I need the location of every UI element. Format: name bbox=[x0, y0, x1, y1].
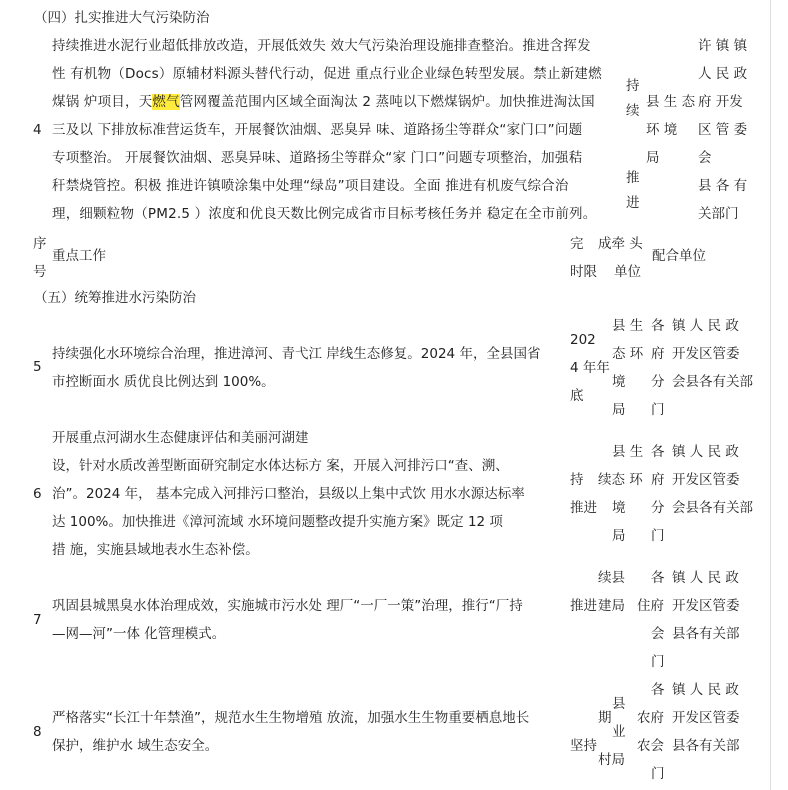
row-5-lead-unit bbox=[612, 312, 643, 424]
content-text: 管网覆盖范围内区域全面淘汰 2 蒸吨以下燃煤锅炉。加快推进淘汰国 bbox=[179, 94, 595, 110]
row-7-lead-unit-2 bbox=[637, 564, 665, 676]
header-deadline-line: 时限 bbox=[570, 264, 597, 280]
content-line: 持续推进水泥行业超低排放改造，开展低效失 效大气污染治理设施排查整治。推进含挥发 bbox=[52, 38, 591, 54]
coord-line: 会县各有关部 bbox=[672, 500, 753, 516]
header-seq bbox=[33, 230, 47, 286]
coord-line: 开发区管委 bbox=[672, 598, 740, 614]
lead-line: 县 生 态 bbox=[646, 94, 696, 110]
content-line: 理，细颗粒物（PM2.5 ）浓度和优良天数比例完成省市目标考核任务并 稳定在全市前列。 bbox=[52, 206, 597, 222]
deadline-line: 持 bbox=[570, 472, 584, 488]
coord-line: 府 开发 bbox=[698, 94, 743, 110]
deadline-char: 持 bbox=[626, 78, 640, 94]
lead-line: 农会 bbox=[637, 738, 664, 754]
lead-line: 续县 bbox=[598, 570, 625, 586]
content-line: 开展重点河湖水生态健康评估和美丽河湖建 bbox=[52, 430, 309, 446]
row-7-content bbox=[52, 592, 523, 648]
deadline-char: 续 bbox=[626, 103, 640, 119]
row-7-number: 7 bbox=[33, 612, 42, 628]
lead-line: 村局 bbox=[598, 752, 625, 768]
deadline-line: 坚持 bbox=[570, 738, 597, 754]
lead-line: 局 bbox=[612, 402, 626, 418]
lead-line: 农府 bbox=[637, 710, 664, 726]
lead-line: 分 bbox=[651, 500, 665, 516]
content-line: 专项整治。 开展餐饮油烟、恶臭异味、道路扬尘等群众“家 门口”问题专项整治，加强秸 bbox=[52, 150, 583, 166]
header-seq-line: 序 bbox=[33, 236, 47, 252]
row-8-coord-unit bbox=[672, 676, 740, 760]
lead-line: 县 生 bbox=[612, 318, 644, 334]
row-5-lead-unit-2 bbox=[651, 312, 665, 424]
content-line: 性 有机物（Docs）原辅材料源头替代行动，促进 重点行业企业绿色转型发展。禁止新建燃 bbox=[52, 66, 602, 82]
row-5-number: 5 bbox=[33, 359, 42, 375]
content-line: 市控断面水 质优良比例达到 100%。 bbox=[52, 374, 275, 390]
lead-line: 门 bbox=[651, 766, 665, 782]
content-line: 严格落实“长江十年禁渔”，规范水生生物增殖 放流，加强水生生物重要栖息地长 bbox=[52, 710, 530, 726]
content-line: 三及以 下排放标准营运货车，开展餐饮油烟、恶臭异 味、道路扬尘等群众“家门口”问题 bbox=[52, 122, 583, 138]
content-line: 设，针对水质改善型断面研究制定水体达标方 案，开展入河排污口“查、溯、 bbox=[52, 458, 509, 474]
row-4-lead-unit bbox=[646, 88, 695, 172]
coord-line: 关部门 bbox=[698, 206, 739, 222]
header-lead-line: 单位 bbox=[614, 264, 641, 280]
lead-line: 门 bbox=[651, 528, 665, 544]
header-deadline-line: 完 bbox=[570, 236, 584, 252]
lead-line: 门 bbox=[651, 402, 665, 418]
lead-line: 局 bbox=[646, 150, 660, 166]
deadline-line: 202 bbox=[570, 332, 596, 348]
coord-line: 镇 人 民 政 bbox=[672, 444, 739, 460]
lead-line: 局 bbox=[612, 528, 626, 544]
row-6-content bbox=[52, 424, 525, 564]
row-5-deadline bbox=[570, 326, 610, 410]
coord-line: 许 镇 镇 bbox=[698, 38, 748, 54]
coord-line: 镇 人 民 政 bbox=[672, 318, 739, 334]
content-text: 煤锅 炉项目，天 bbox=[52, 94, 153, 110]
right-border-line bbox=[770, 0, 771, 790]
row-8-number: 8 bbox=[33, 724, 42, 740]
lead-line: 境 bbox=[612, 374, 626, 390]
header-seq-line: 号 bbox=[33, 264, 47, 280]
coord-line: 会 bbox=[698, 150, 712, 166]
row-4-content bbox=[52, 32, 602, 228]
content-line: 治”。2024 年， 基本完成入河排污口整治，县级以上集中式饮 用水水源达标率 bbox=[52, 486, 525, 502]
coord-line: 镇 人 民 政 bbox=[672, 570, 739, 586]
lead-line: 县 生 bbox=[612, 444, 644, 460]
header-deadline bbox=[570, 230, 597, 286]
header-lead bbox=[598, 230, 643, 286]
deadline-line: 推进 bbox=[570, 500, 597, 516]
lead-line: 会 bbox=[651, 626, 665, 642]
lead-line: 业 bbox=[612, 724, 626, 740]
content-line bbox=[52, 88, 602, 116]
content-line: —网—河”一体 化管理模式。 bbox=[52, 626, 226, 642]
row-6-deadline bbox=[570, 466, 597, 522]
lead-line: 府 bbox=[651, 472, 665, 488]
coord-line: 人 民 政 bbox=[698, 66, 748, 82]
row-4-coord-unit bbox=[698, 32, 747, 228]
content-line: 保护，维护水 域生态安全。 bbox=[52, 738, 219, 754]
lead-line: 各 bbox=[651, 682, 665, 698]
deadline-line: 底 bbox=[570, 388, 584, 404]
content-line: 措 施，实施县域地表水生态补偿。 bbox=[52, 542, 259, 558]
header-work: 重点工作 bbox=[52, 248, 106, 264]
lead-line: 境 bbox=[612, 500, 626, 516]
header-coord: 配合单位 bbox=[652, 248, 706, 264]
lead-line: 府 bbox=[651, 346, 665, 362]
section-5-title: （五）统筹推进水污染防治 bbox=[34, 290, 196, 306]
row-8-content bbox=[52, 704, 529, 760]
coord-line: 开发区管委 bbox=[672, 346, 740, 362]
lead-line: 各 bbox=[651, 318, 665, 334]
lead-line: 分 bbox=[651, 374, 665, 390]
content-line: 达 100%。加快推进《漳河流域 水环境问题整改提升实施方案》既定 12 项 bbox=[52, 514, 503, 530]
row-4-number: 4 bbox=[33, 122, 42, 138]
deadline-char: 推 bbox=[626, 170, 640, 186]
coord-line: 开发区管委 bbox=[672, 710, 740, 726]
row-4-deadline bbox=[626, 74, 640, 216]
coord-line: 县 各 有 bbox=[698, 178, 748, 194]
highlighted-text: 燃气 bbox=[152, 94, 180, 110]
deadline-line: 推进 bbox=[570, 598, 597, 614]
content-line: 秆禁烧管控。积极 推进许镇喷涂集中处理“绿岛”项目建设。全面 推进有机废气综合治 bbox=[52, 178, 569, 194]
coord-line: 开发区管委 bbox=[672, 472, 740, 488]
content-line: 持续强化水环境综合治理，推进漳河、青弋江 岸线生态修复。2024 年，全县国省 bbox=[52, 346, 541, 362]
lead-line: 态 环 bbox=[612, 346, 644, 362]
deadline-line: 4 年年 bbox=[570, 360, 610, 376]
row-6-number: 6 bbox=[33, 486, 42, 502]
row-7-coord-unit bbox=[672, 564, 740, 648]
row-6-lead-unit bbox=[598, 438, 643, 550]
row-5-coord-unit bbox=[672, 312, 753, 396]
coord-line: 县各有关部 bbox=[672, 626, 740, 642]
row-7-lead-unit bbox=[598, 564, 625, 620]
lead-line: 各 bbox=[651, 570, 665, 586]
row-8-lead-unit bbox=[598, 690, 626, 774]
coord-line: 区 管 委 bbox=[698, 122, 748, 138]
row-5-content bbox=[52, 340, 540, 396]
header-lead-line: 成牵 头 bbox=[598, 236, 643, 252]
row-7-deadline bbox=[570, 592, 597, 620]
lead-line: 续态 环 bbox=[598, 472, 643, 488]
lead-line: 门 bbox=[651, 654, 665, 670]
lead-line: 县 bbox=[612, 696, 626, 712]
lead-line: 住府 bbox=[637, 598, 664, 614]
coord-line: 县各有关部 bbox=[672, 738, 740, 754]
row-6-coord-unit bbox=[672, 438, 753, 522]
lead-line: 各 bbox=[651, 444, 665, 460]
content-line: 巩固县城黑臭水体治理成效，实施城市污水处 理厂“一厂一策”治理，推行“厂持 bbox=[52, 598, 523, 614]
deadline-line: 期 bbox=[598, 710, 612, 726]
coord-line: 会县各有关部 bbox=[672, 374, 753, 390]
deadline-char: 进 bbox=[626, 195, 640, 211]
row-6-lead-unit-2 bbox=[651, 438, 665, 550]
coord-line: 镇 人 民 政 bbox=[672, 682, 739, 698]
lead-line: 环 境 bbox=[646, 122, 678, 138]
section-4-title: （四）扎实推进大气污染防治 bbox=[34, 10, 210, 26]
lead-line: 建局 bbox=[598, 598, 625, 614]
row-8-lead-unit-2 bbox=[637, 676, 665, 788]
